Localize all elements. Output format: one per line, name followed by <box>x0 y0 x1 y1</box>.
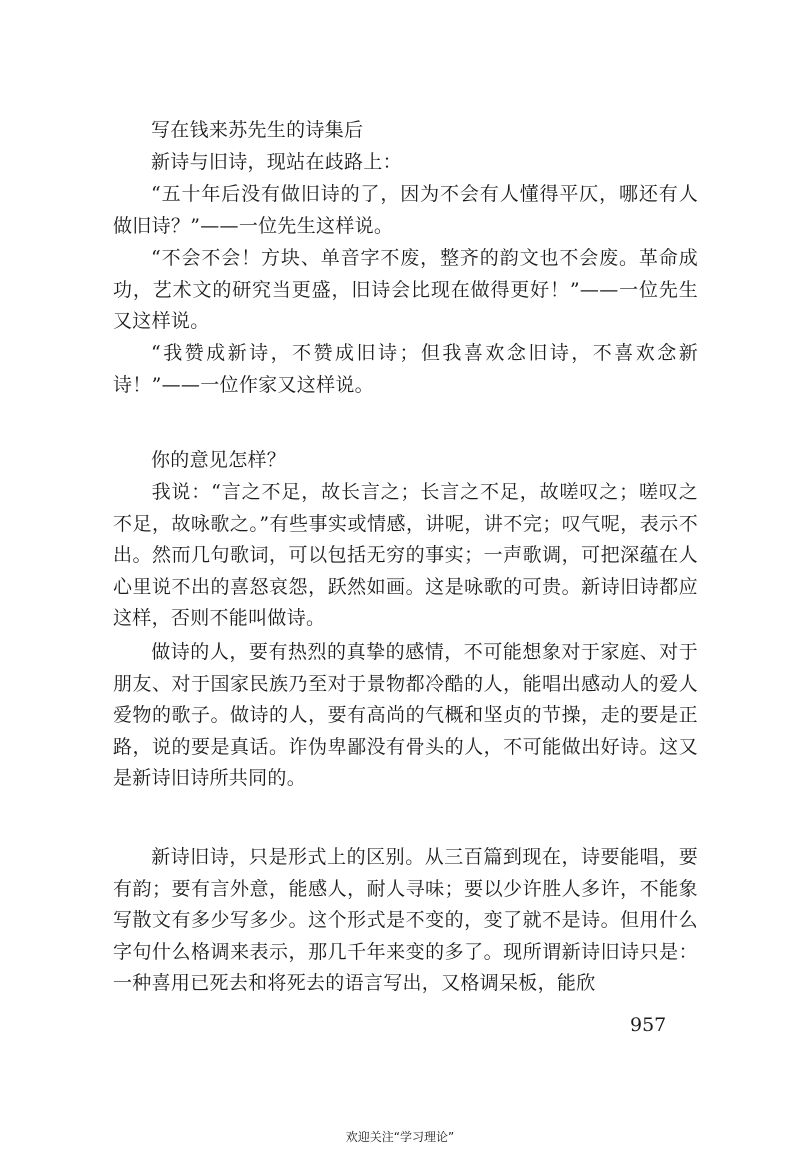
paragraph-intro: 新诗与旧诗，现站在歧路上： <box>151 151 402 173</box>
footer-watermark: 欢迎关注“学习理论” <box>345 1130 455 1144</box>
paragraph-quote-1: “五十年后没有做旧诗的了，因为不会有人懂得平仄，哪还有人做旧诗？”——一位先生这样说。 <box>113 183 698 237</box>
paragraph-question: 你的意见怎样？ <box>151 449 287 471</box>
paragraph-quote-2: “不会不会！方块、单音字不废，整齐的韵文也不会废。革命成功，艺术文的研究当更盛，旧诗会比现在做得更好！”——一位先生又这样说。 <box>113 247 698 332</box>
paragraph-title: 写在钱来苏先生的诗集后 <box>151 119 364 141</box>
paragraph-answer: 我说：“言之不足，故长言之；长言之不足，故嗟叹之；嗟叹之不足，故咏歌之。”有些事实或情感，讲呢，讲不完；叹气呢，表示不出。然而几句歌词，可以包括无穷的事实；一声歌调，可把深蕴在人心里说不出的喜怒哀怨，跃然如画。这是咏歌的可贵。新诗旧诗都应这样，否则不能叫做诗。 <box>113 481 698 629</box>
paragraph-quote-3: “我赞成新诗，不赞成旧诗；但我喜欢念旧诗，不喜欢念新诗！”——一位作家又这样说。 <box>113 342 698 396</box>
paragraph-poet: 做诗的人，要有热烈的真挚的感情，不可能想象对于家庭、对于朋友、对于国家民族乃至对于景物都冷酷的人，能唱出感动人的爱人爱物的歌子。做诗的人，要有高尚的气概和坚贞的节操，走的要是正路，说的要是真话。诈伪卑鄙没有骨头的人，不可能做出好诗。这又是新诗旧诗所共同的。 <box>113 641 698 789</box>
page-number: 957 <box>630 1014 667 1036</box>
paragraph-form: 新诗旧诗，只是形式上的区别。从三百篇到现在，诗要能唱，要有韵；要有言外意，能感人，耐人寻味；要以少许胜人多许，不能象写散文有多少写多少。这个形式是不变的，变了就不是诗。但用什么字句什么格调来表示，那几千年来变的多了。现所谓新诗旧诗只是：一种喜用已死去和将死去的语言写出，又格调呆板，能欣 <box>113 846 698 994</box>
